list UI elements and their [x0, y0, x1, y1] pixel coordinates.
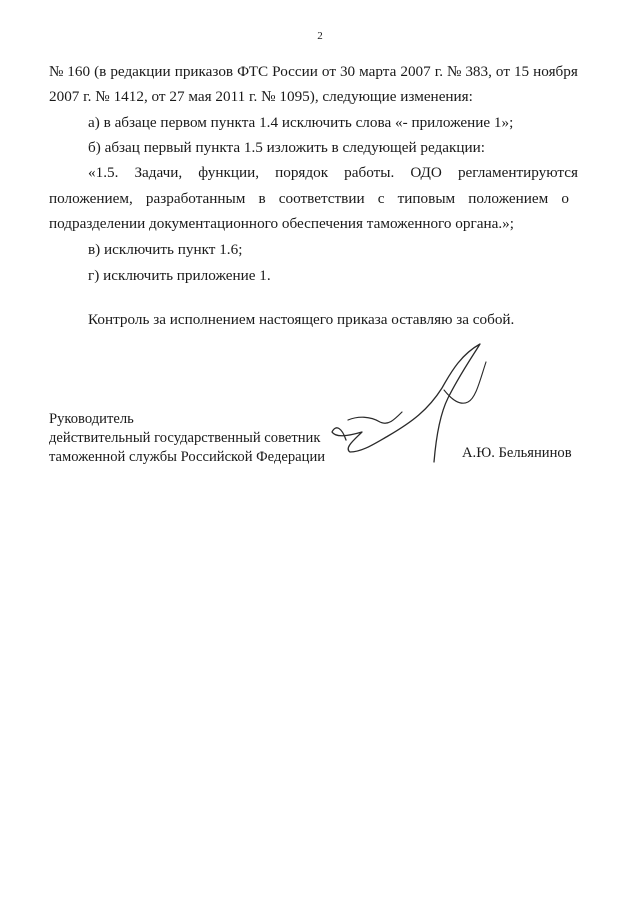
word: ноября	[533, 63, 578, 80]
item-g: г) исключить приложение 1.	[88, 267, 271, 284]
word: приказов	[174, 63, 234, 80]
word: положением	[468, 190, 549, 207]
signatory-title-line-1: Руководитель	[49, 411, 134, 427]
word: в	[258, 190, 266, 207]
item-v: в) исключить пункт 1.6;	[88, 241, 243, 258]
word: от	[495, 63, 510, 80]
word: г.	[434, 63, 444, 80]
quote-line-3: подразделении документационного обеспечения таможенного органа.»;	[49, 215, 514, 232]
word: Задачи,	[134, 164, 183, 181]
word: положением,	[49, 190, 133, 207]
word: № 160	[49, 63, 91, 80]
word: России	[272, 63, 318, 80]
signatory-title-line-2: действительный государственный советник	[49, 430, 321, 446]
word: разработанным	[145, 190, 246, 207]
word: марта	[359, 63, 397, 80]
word: с	[377, 190, 385, 207]
quote-line-2	[49, 190, 569, 208]
word: порядок	[275, 164, 329, 181]
word: о	[561, 190, 569, 207]
item-b: б) абзац первый пункта 1.5 изложить в следующей редакции:	[88, 139, 485, 156]
control-sentence: Контроль за исполнением настоящего приказа оставляю за собой.	[88, 311, 515, 328]
word: ОДО	[410, 164, 442, 181]
word: 15	[513, 63, 530, 80]
signatory-title	[49, 410, 325, 467]
word: 2007	[400, 63, 431, 80]
paragraph-line-2: 2007 г. № 1412, от 27 мая 2011 г. № 1095), следующие изменения:	[49, 88, 473, 105]
item-a: а) в абзаце первом пункта 1.4 исключить слова «- приложение 1»;	[88, 114, 514, 131]
word: ФТС	[237, 63, 269, 80]
word: типовым	[397, 190, 456, 207]
word: «1.5.	[88, 164, 119, 181]
word: (в	[94, 63, 107, 80]
signatory-name: А.Ю. Бельянинов	[462, 445, 572, 461]
quote-line-1	[88, 164, 578, 182]
word: соответствии	[278, 190, 365, 207]
word: редакции	[110, 63, 171, 80]
word: функции,	[198, 164, 260, 181]
page-number: 2	[317, 30, 323, 42]
word: регламентируются	[457, 164, 578, 181]
word: работы.	[344, 164, 395, 181]
word: № 383,	[447, 63, 492, 80]
signatory-title-line-3: таможенной службы Российской Федерации	[49, 449, 326, 465]
word: от	[321, 63, 336, 80]
paragraph-line-1	[49, 63, 578, 81]
word: 30	[339, 63, 356, 80]
